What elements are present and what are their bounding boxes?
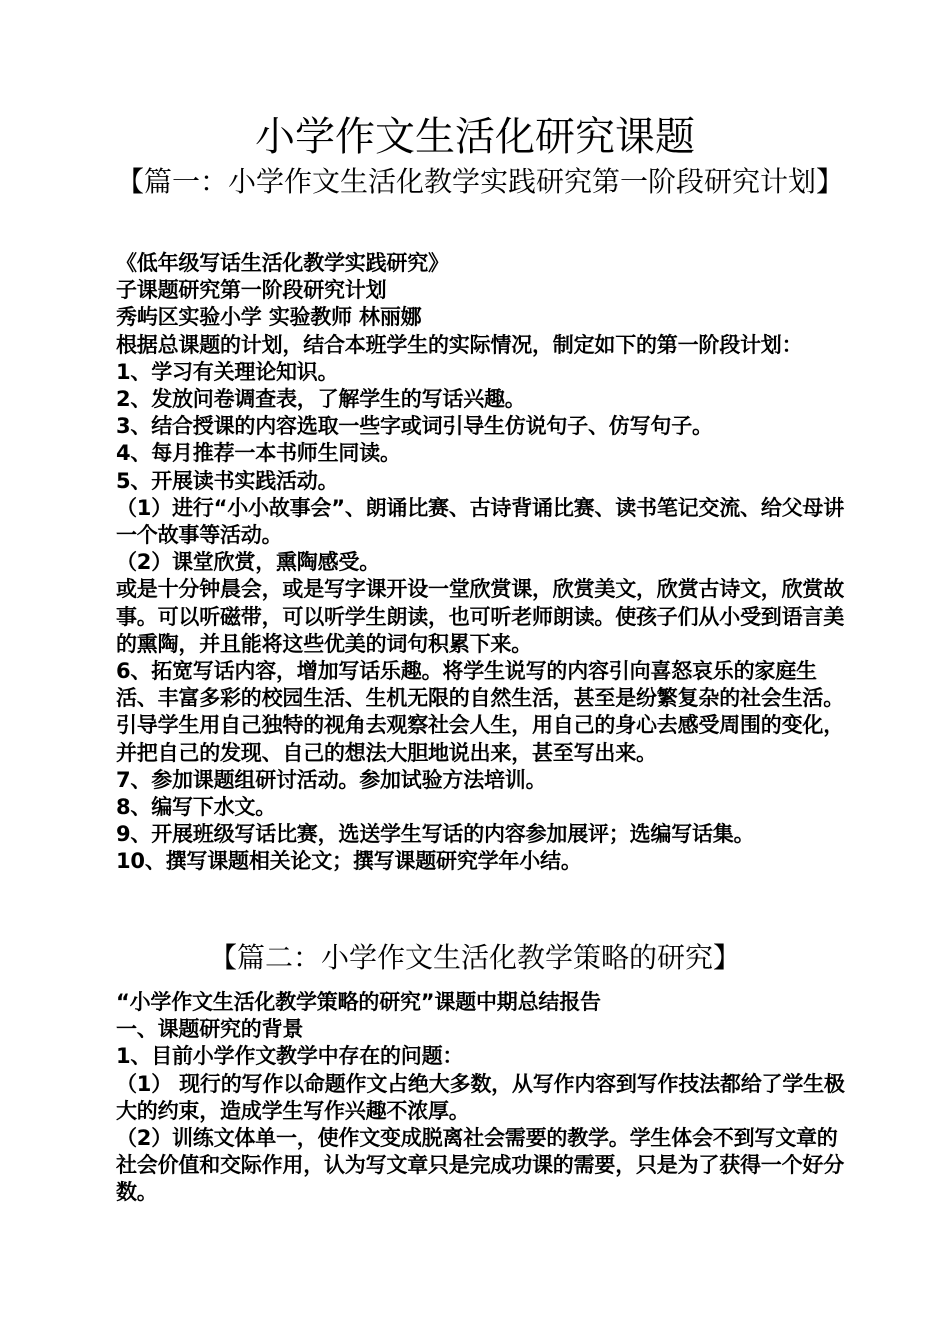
- section1-line: 10、撰写课题相关论文；撰写课题研究学年小结。: [116, 849, 582, 874]
- section1-heading: 【篇一：小学作文生活化教学实践研究第一阶段研究计划】: [115, 165, 844, 198]
- section1-line: 秀屿区实验小学 实验教师 林丽娜: [116, 305, 422, 330]
- page-title: 小学作文生活化研究课题: [255, 114, 695, 160]
- section1-line: 根据总课题的计划，结合本班学生的实际情况，制定如下的第一阶段计划：: [116, 332, 803, 357]
- section1-line: 6、拓宽写话内容，增加写话乐趣。将学生说写的内容引向喜怒哀乐的家庭生活、丰富多彩的校园生活、生机无限的自然生活，甚至是纷繁复杂的社会生活。引导学生用自己独特的视角去观察社会人生，用自己的身心去感受周围的变化，并把自己的发现、自己的想法大胆地说出来，甚至写出来。: [116, 659, 844, 765]
- section1-line: 或是十分钟晨会，或是写字课开设一堂欣赏课，欣赏美文，欣赏古诗文，欣赏故事。可以听磁带，可以听学生朗读，也可听老师朗读。使孩子们从小受到语言美的熏陶，并且能将这些优美的词句积累下来。: [116, 577, 844, 656]
- section1-line: 《低年级写话生活化教学实践研究》: [116, 251, 449, 275]
- section2-line: （2）训练文体单一，使作文变成脱离社会需要的教学。学生体会不到写文章的社会价值和交际作用，认为写文章只是完成功课的需要，只是为了获得一个好分数。: [116, 1126, 844, 1205]
- section2-body: [116, 989, 848, 1207]
- section2-line: “小学作文生活化教学策略的研究”课题中期总结报告: [116, 990, 601, 1014]
- section2-heading: 【篇二：小学作文生活化教学策略的研究】: [208, 941, 741, 974]
- section1-line: （2）课堂欣赏，熏陶感受。: [116, 550, 381, 575]
- section1-line: 8、编写下水文。: [116, 795, 277, 820]
- section2-line: 一、课题研究的背景: [116, 1017, 304, 1042]
- section1-line: 1、学习有关理论知识。: [116, 359, 339, 384]
- section1-line: 4、每月推荐一本书师生同读。: [116, 441, 401, 466]
- section2-line: 1、目前小学作文教学中存在的问题：: [116, 1044, 464, 1069]
- section1-line: 5、开展读书实践活动。: [116, 468, 339, 493]
- section1-body: [116, 250, 848, 876]
- section1-line: 子课题研究第一阶段研究计划: [116, 278, 387, 303]
- section1-line: 3、结合授课的内容选取一些字或词引导生仿说句子、仿写句子。: [116, 414, 713, 439]
- section1-line: 9、开展班级写话比赛，选送学生写话的内容参加展评；选编写话集。: [116, 822, 755, 847]
- section1-line: 2、发放问卷调查表，了解学生的写话兴趣。: [116, 387, 526, 412]
- section1-line: （1）进行“小小故事会”、朗诵比赛、古诗背诵比赛、读书笔记交流、给父母讲一个故事等活动。: [116, 495, 845, 548]
- section1-line: 7、参加课题组研讨活动。参加试验方法培训。: [116, 767, 547, 792]
- section2-line: （1） 现行的写作以命题作文占绝大多数，从写作内容到写作技法都给了学生极大的约束，造成学生写作兴趣不浓厚。: [116, 1071, 845, 1123]
